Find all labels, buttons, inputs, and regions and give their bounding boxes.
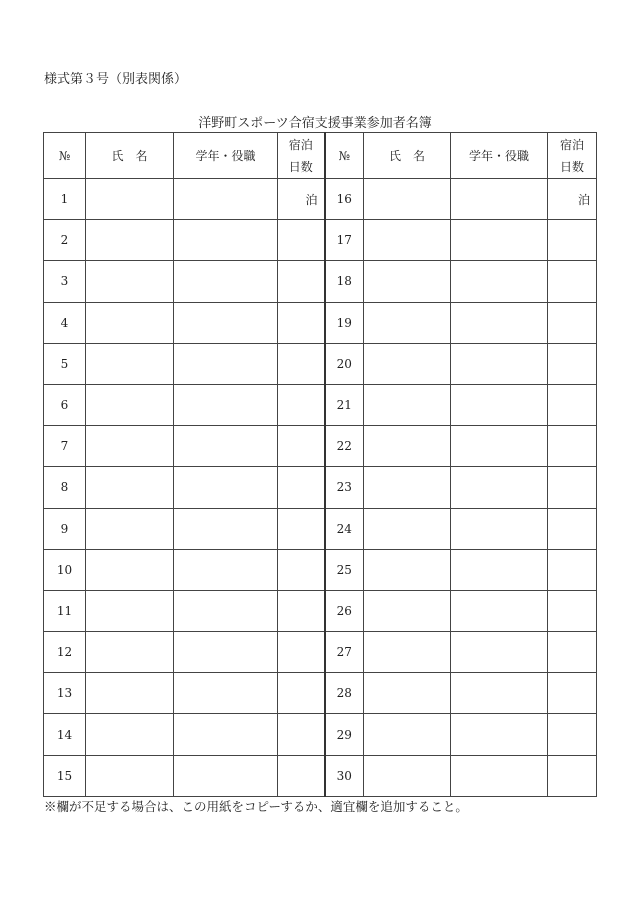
- nights-cell: [278, 508, 325, 549]
- nights-cell: [548, 632, 597, 673]
- header-name: 氏 名: [86, 133, 174, 179]
- grade-role-cell: [451, 673, 548, 714]
- name-cell: [364, 590, 451, 631]
- name-cell: [86, 590, 174, 631]
- header-name: 氏 名: [364, 133, 451, 179]
- nights-cell: [278, 302, 325, 343]
- row-number: 1: [44, 179, 86, 220]
- name-cell: [86, 426, 174, 467]
- nights-cell: [548, 714, 597, 755]
- row-number: 11: [44, 590, 86, 631]
- nights-cell: [548, 220, 597, 261]
- row-number: 8: [44, 467, 86, 508]
- nights-cell: [548, 755, 597, 796]
- name-cell: [364, 220, 451, 261]
- row-number: 14: [44, 714, 86, 755]
- name-cell: [364, 467, 451, 508]
- row-number: 15: [44, 755, 86, 796]
- row-number: 12: [44, 632, 86, 673]
- grade-role-cell: [174, 343, 278, 384]
- grade-role-cell: [174, 220, 278, 261]
- nights-cell: [548, 467, 597, 508]
- row-number: 30: [325, 755, 364, 796]
- grade-role-cell: [174, 508, 278, 549]
- grade-role-cell: [451, 714, 548, 755]
- name-cell: [86, 508, 174, 549]
- grade-role-cell: [174, 755, 278, 796]
- nights-cell: [278, 220, 325, 261]
- row-number: 10: [44, 549, 86, 590]
- grade-role-cell: [451, 426, 548, 467]
- nights-cell: [278, 632, 325, 673]
- grade-role-cell: [451, 549, 548, 590]
- nights-cell: [548, 590, 597, 631]
- table-row: [44, 302, 597, 343]
- nights-cell: [548, 261, 597, 302]
- row-number: 29: [325, 714, 364, 755]
- grade-role-cell: [174, 261, 278, 302]
- footnote: ※欄が不足する場合は、この用紙をコピーするか、適宜欄を追加すること。: [44, 799, 468, 814]
- name-cell: [364, 755, 451, 796]
- name-cell: [364, 426, 451, 467]
- nights-cell: [278, 714, 325, 755]
- name-cell: [86, 261, 174, 302]
- row-number: 21: [325, 384, 364, 425]
- form-number-label: 様式第３号（別表関係）: [44, 72, 188, 87]
- name-cell: [86, 673, 174, 714]
- grade-role-cell: [451, 467, 548, 508]
- nights-cell: [548, 343, 597, 384]
- header-nights: 宿泊 日数: [278, 133, 325, 179]
- row-number: 4: [44, 302, 86, 343]
- nights-cell: [278, 426, 325, 467]
- name-cell: [364, 343, 451, 384]
- table-row: [44, 384, 597, 425]
- row-number: 23: [325, 467, 364, 508]
- name-cell: [86, 220, 174, 261]
- name-cell: [364, 384, 451, 425]
- nights-cell: [278, 590, 325, 631]
- table-row: [44, 632, 597, 673]
- table-row: [44, 220, 597, 261]
- grade-role-cell: [174, 632, 278, 673]
- row-number: 28: [325, 673, 364, 714]
- table-row: [44, 467, 597, 508]
- grade-role-cell: [451, 343, 548, 384]
- table-row: [44, 590, 597, 631]
- grade-role-cell: [174, 179, 278, 220]
- name-cell: [86, 755, 174, 796]
- nights-cell: [278, 261, 325, 302]
- nights-cell: [548, 508, 597, 549]
- name-cell: [364, 261, 451, 302]
- row-number: 18: [325, 261, 364, 302]
- grade-role-cell: [451, 261, 548, 302]
- nights-cell: [548, 673, 597, 714]
- row-number: 20: [325, 343, 364, 384]
- nights-cell: [278, 343, 325, 384]
- row-number: 5: [44, 343, 86, 384]
- name-cell: [364, 673, 451, 714]
- row-number: 2: [44, 220, 86, 261]
- grade-role-cell: [174, 714, 278, 755]
- table-row: [44, 673, 597, 714]
- grade-role-cell: [451, 302, 548, 343]
- nights-cell: 泊: [548, 179, 597, 220]
- nights-cell: [278, 467, 325, 508]
- name-cell: [86, 467, 174, 508]
- name-cell: [86, 179, 174, 220]
- grade-role-cell: [451, 179, 548, 220]
- nights-cell: 泊: [278, 179, 325, 220]
- row-number: 13: [44, 673, 86, 714]
- nights-cell: [548, 549, 597, 590]
- header-nights: 宿泊 日数: [548, 133, 597, 179]
- grade-role-cell: [174, 384, 278, 425]
- name-cell: [364, 714, 451, 755]
- grade-role-cell: [451, 632, 548, 673]
- nights-cell: [278, 755, 325, 796]
- name-cell: [86, 549, 174, 590]
- header-grade-role: 学年・役職: [451, 133, 548, 179]
- header-no: №: [44, 133, 86, 179]
- row-number: 24: [325, 508, 364, 549]
- nights-cell: [278, 673, 325, 714]
- participant-roster-table: [43, 132, 597, 797]
- grade-role-cell: [174, 302, 278, 343]
- document-title: 洋野町スポーツ合宿支援事業参加者名簿: [198, 116, 432, 131]
- row-number: 19: [325, 302, 364, 343]
- header-grade-role: 学年・役職: [174, 133, 278, 179]
- name-cell: [86, 384, 174, 425]
- grade-role-cell: [174, 590, 278, 631]
- grade-role-cell: [451, 590, 548, 631]
- name-cell: [364, 632, 451, 673]
- name-cell: [364, 302, 451, 343]
- name-cell: [86, 302, 174, 343]
- row-number: 17: [325, 220, 364, 261]
- row-number: 26: [325, 590, 364, 631]
- table-row: [44, 426, 597, 467]
- table-row: [44, 508, 597, 549]
- table-row: [44, 179, 597, 220]
- row-number: 3: [44, 261, 86, 302]
- row-number: 9: [44, 508, 86, 549]
- grade-role-cell: [451, 508, 548, 549]
- name-cell: [364, 549, 451, 590]
- grade-role-cell: [174, 673, 278, 714]
- name-cell: [86, 714, 174, 755]
- name-cell: [86, 343, 174, 384]
- table-row: [44, 549, 597, 590]
- row-number: 27: [325, 632, 364, 673]
- grade-role-cell: [174, 467, 278, 508]
- grade-role-cell: [451, 755, 548, 796]
- nights-cell: [278, 549, 325, 590]
- grade-role-cell: [451, 220, 548, 261]
- table-row: [44, 714, 597, 755]
- name-cell: [364, 508, 451, 549]
- header-no: №: [325, 133, 364, 179]
- header-row: [44, 133, 597, 179]
- grade-role-cell: [451, 384, 548, 425]
- grade-role-cell: [174, 549, 278, 590]
- grade-role-cell: [174, 426, 278, 467]
- row-number: 22: [325, 426, 364, 467]
- name-cell: [86, 632, 174, 673]
- nights-cell: [548, 426, 597, 467]
- name-cell: [364, 179, 451, 220]
- table-row: [44, 755, 597, 796]
- nights-cell: [548, 302, 597, 343]
- nights-cell: [548, 384, 597, 425]
- row-number: 16: [325, 179, 364, 220]
- row-number: 25: [325, 549, 364, 590]
- row-number: 6: [44, 384, 86, 425]
- table-row: [44, 343, 597, 384]
- table-row: [44, 261, 597, 302]
- nights-cell: [278, 384, 325, 425]
- row-number: 7: [44, 426, 86, 467]
